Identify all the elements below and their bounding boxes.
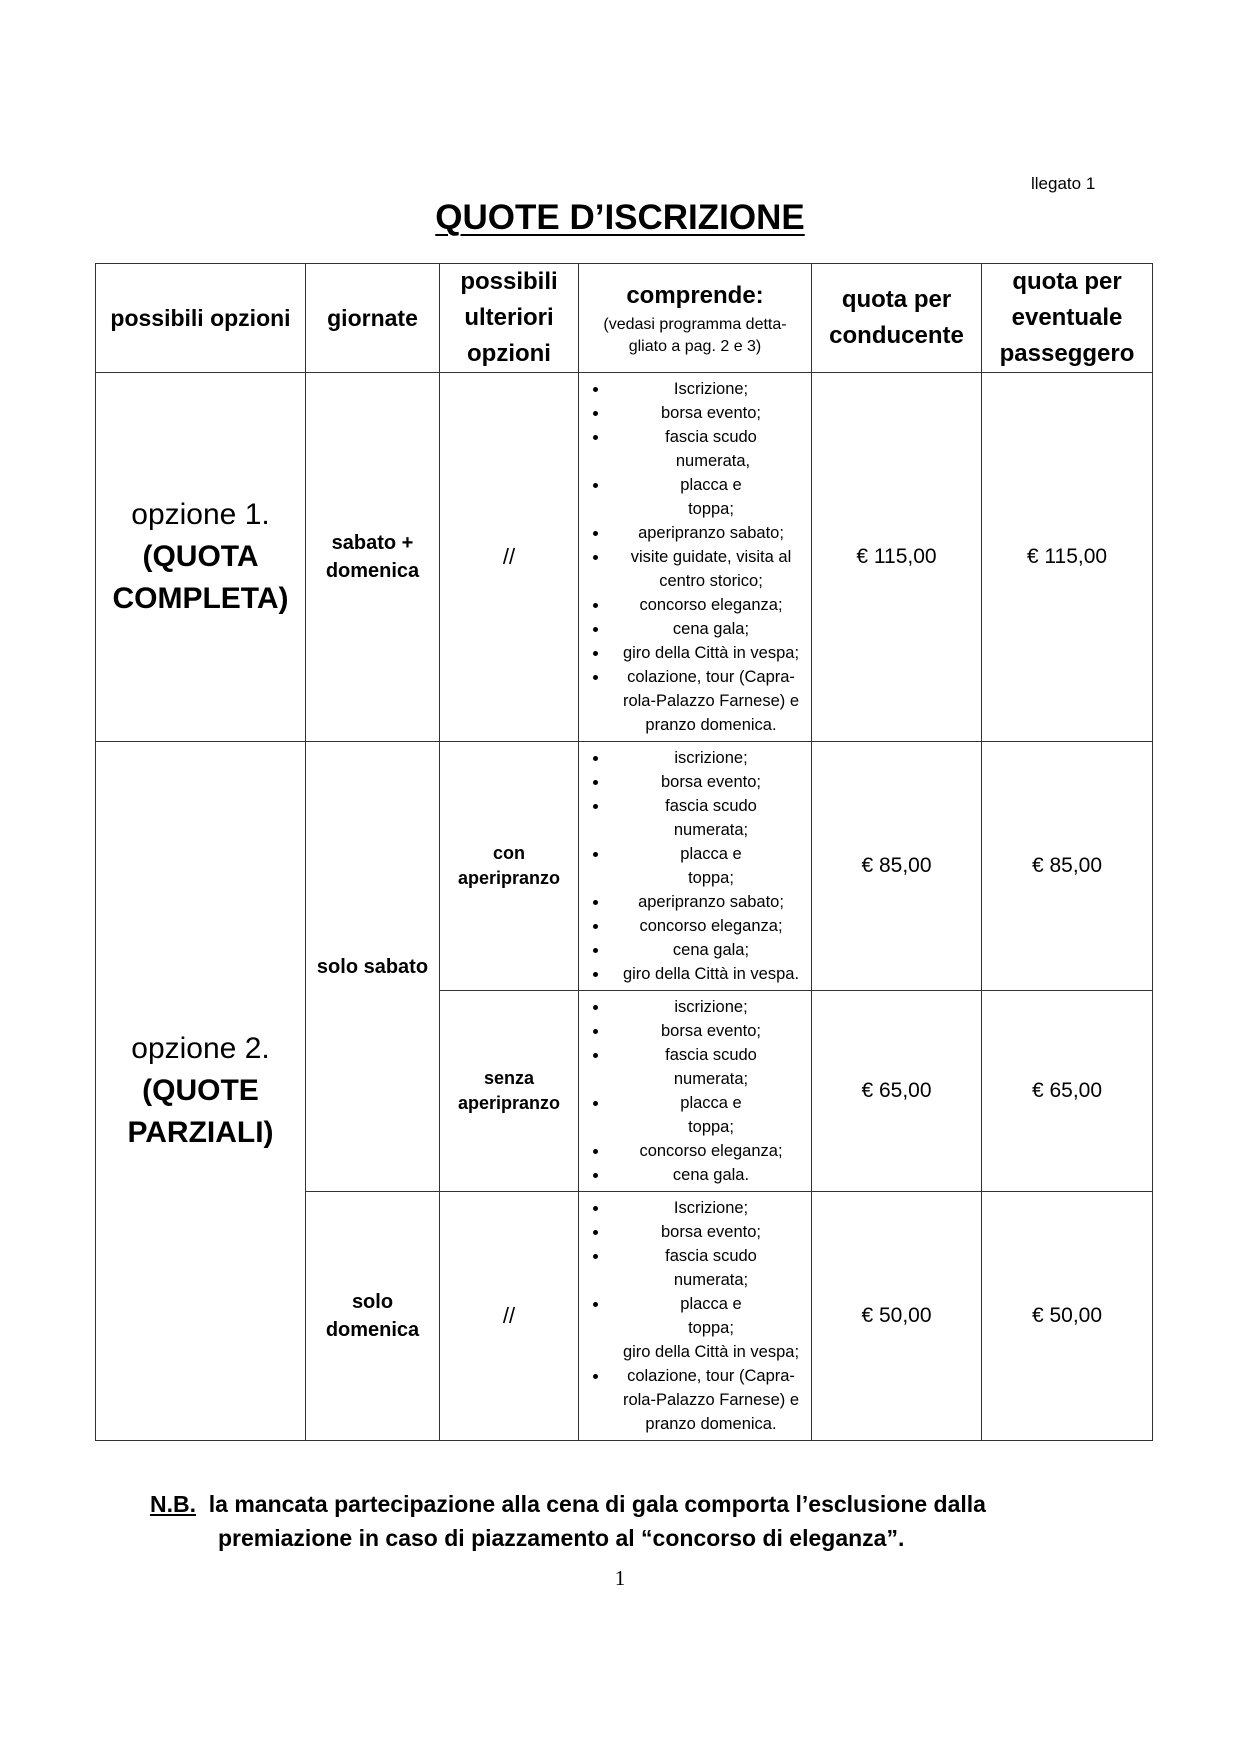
list-item: • giro della Città in vespa; <box>609 641 811 665</box>
attachment-label: llegato 1 <box>1031 174 1096 193</box>
list-item: pranzo domenica. <box>645 716 777 734</box>
list-item: • iscrizione; <box>609 746 811 770</box>
header-passenger-fee: quota per eventuale passeggero <box>982 264 1153 373</box>
table-row-option-2-saturday-with-lunch <box>96 742 1153 991</box>
list-item: • fascia scudo <box>609 1043 811 1067</box>
list-item: • concorso eleganza; <box>609 914 811 938</box>
option-2-sunday-driver-fee: € 50,00 <box>812 1192 982 1441</box>
footnote-line-2: premiazione in caso di piazzamento al “concorso di eleganza”. <box>218 1525 905 1551</box>
list-item: • cena gala. <box>609 1163 811 1187</box>
list-item: • fascia scudo <box>609 425 811 449</box>
list-item: • borsa evento; <box>609 770 811 794</box>
option-2-sunday-days: solo domenica <box>306 1192 440 1441</box>
list-item: numerata, <box>675 452 751 470</box>
option-1-driver-fee: € 115,00 <box>812 373 982 742</box>
list-item: • borsa evento; <box>609 1220 811 1244</box>
header-days: giornate <box>306 264 440 373</box>
option-1-days: sabato + domenica <box>306 373 440 742</box>
option-1-label: opzione 1. (QUOTA COMPLETA) <box>96 373 306 742</box>
table-header-row <box>96 264 1153 373</box>
option-1-extra: // <box>440 373 579 742</box>
header-driver-fee: quota per conducente <box>812 264 982 373</box>
list-item: • placca e <box>609 473 811 497</box>
list-item: giro della Città in vespa; <box>622 1343 800 1361</box>
list-item: toppa; <box>688 869 734 887</box>
list-item: numerata; <box>673 1271 749 1289</box>
option-2-without-lunch-includes <box>579 991 812 1192</box>
list-item: • fascia scudo <box>609 1244 811 1268</box>
header-includes: comprende: (vedasi programma detta- gliato a pag. 2 e 3) <box>579 264 812 373</box>
list-item: • borsa evento; <box>609 401 811 425</box>
list-item: • borsa evento; <box>609 1019 811 1043</box>
option-2-with-lunch-includes <box>579 742 812 991</box>
list-item: • giro della Città in vespa. <box>609 962 811 986</box>
header-options: possibili opzioni <box>96 264 306 373</box>
fees-table <box>95 263 1153 1441</box>
list-item: numerata; <box>673 1070 749 1088</box>
option-2-label: opzione 2. (QUOTE PARZIALI) <box>96 742 306 1441</box>
list-item: • cena gala; <box>609 617 811 641</box>
page-title: QUOTE D’ISCRIZIONE <box>435 198 805 237</box>
list-item: • visite guidate, visita al <box>609 545 811 569</box>
option-2-sunday-includes <box>579 1192 812 1441</box>
option-2-without-lunch-driver-fee: € 65,00 <box>812 991 982 1192</box>
option-2-with-lunch-passenger-fee: € 85,00 <box>982 742 1153 991</box>
list-item: • concorso eleganza; <box>609 1139 811 1163</box>
option-1-includes <box>579 373 812 742</box>
list-item: toppa; <box>688 500 734 518</box>
list-item: • Iscrizione; <box>609 1196 811 1220</box>
option-1-passenger-fee: € 115,00 <box>982 373 1153 742</box>
list-item: • fascia scudo <box>609 794 811 818</box>
option-2-with-lunch-driver-fee: € 85,00 <box>812 742 982 991</box>
list-item: • Iscrizione; <box>609 377 811 401</box>
footnote-line-1: la mancata partecipazione alla cena di gala comporta l’esclusione dalla <box>208 1491 986 1517</box>
table-row-option-1 <box>96 373 1153 742</box>
option-2-saturday-days: solo sabato <box>306 742 440 1192</box>
list-item: rola-Palazzo Farnese) e <box>622 1391 800 1409</box>
list-item: numerata; <box>673 821 749 839</box>
list-item: • aperipranzo sabato; <box>609 521 811 545</box>
list-item: • placca e <box>609 1292 811 1316</box>
list-item: • iscrizione; <box>609 995 811 1019</box>
list-item: • colazione, tour (Capra- <box>609 1364 811 1388</box>
list-item: • aperipranzo sabato; <box>609 890 811 914</box>
list-item: • placca e <box>609 1091 811 1115</box>
header-extra: possibili ulteriori opzioni <box>440 264 579 373</box>
option-2-sunday-passenger-fee: € 50,00 <box>982 1192 1153 1441</box>
list-item: • concorso eleganza; <box>609 593 811 617</box>
list-item: toppa; <box>688 1118 734 1136</box>
list-item: pranzo domenica. <box>645 1415 777 1433</box>
option-2-sunday-extra: // <box>440 1192 579 1441</box>
list-item: rola-Palazzo Farnese) e <box>622 692 800 710</box>
footnote <box>150 1487 986 1555</box>
list-item: • cena gala; <box>609 938 811 962</box>
option-2-without-lunch-passenger-fee: € 65,00 <box>982 991 1153 1192</box>
option-2-without-lunch-extra: senza aperipranzo <box>440 991 579 1192</box>
list-item: toppa; <box>688 1319 734 1337</box>
footnote-tag: N.B. <box>150 1491 196 1517</box>
option-2-with-lunch-extra: con aperipranzo <box>440 742 579 991</box>
list-item: • placca e <box>609 842 811 866</box>
list-item: centro storico; <box>659 572 763 590</box>
page-number: 1 <box>614 1566 626 1590</box>
list-item: • colazione, tour (Capra- <box>609 665 811 689</box>
